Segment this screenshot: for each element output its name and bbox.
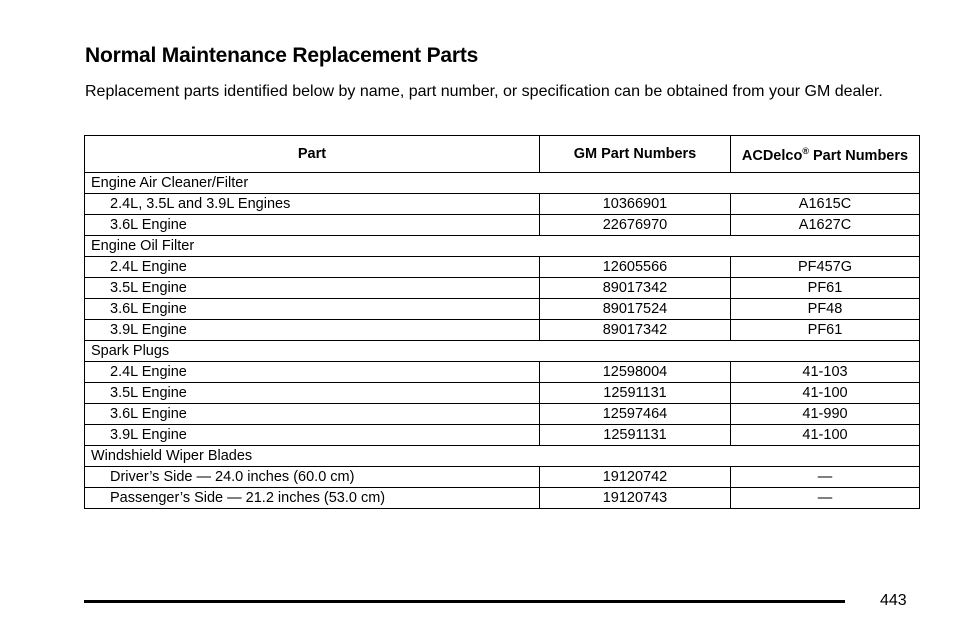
gm-part-number-cell: 12605566	[540, 257, 731, 278]
gm-part-number-cell: 19120742	[540, 467, 731, 488]
table-row	[85, 404, 920, 425]
category-row	[85, 236, 920, 257]
table-row	[85, 467, 920, 488]
acdelco-part-number-cell: A1627C	[731, 215, 920, 236]
gm-part-number-cell: 89017524	[540, 299, 731, 320]
part-cell: 3.6L Engine	[85, 404, 540, 425]
acdelco-part-number-cell: —	[731, 467, 920, 488]
footer-rule	[84, 600, 845, 603]
part-cell: 3.6L Engine	[85, 299, 540, 320]
gm-part-number-cell: 19120743	[540, 488, 731, 509]
acdelco-part-number-cell: 41-100	[731, 425, 920, 446]
gm-part-number-cell: 89017342	[540, 320, 731, 341]
table-row	[85, 320, 920, 341]
col-header-acdelco-part-numbers	[731, 136, 920, 173]
table-row	[85, 362, 920, 383]
part-cell: 3.9L Engine	[85, 425, 540, 446]
category-name: Engine Air Cleaner/Filter	[85, 173, 920, 194]
gm-part-number-cell: 22676970	[540, 215, 731, 236]
category-name: Windshield Wiper Blades	[85, 446, 920, 467]
col-header-part: Part	[85, 136, 540, 173]
category-name: Engine Oil Filter	[85, 236, 920, 257]
col-header-gm-part-numbers: GM Part Numbers	[540, 136, 731, 173]
category-row	[85, 173, 920, 194]
gm-part-number-cell: 12597464	[540, 404, 731, 425]
acdelco-rest: Part Numbers	[808, 147, 909, 164]
part-cell: Passenger’s Side — 21.2 inches (53.0 cm)	[85, 488, 540, 509]
part-cell: 3.9L Engine	[85, 320, 540, 341]
gm-part-number-cell: 12591131	[540, 425, 731, 446]
gm-part-number-cell: 12598004	[540, 362, 731, 383]
table-row	[85, 488, 920, 509]
acdelco-part-number-cell: 41-103	[731, 362, 920, 383]
acdelco-part-number-cell: PF457G	[731, 257, 920, 278]
table-row	[85, 425, 920, 446]
page-number: 443	[880, 592, 907, 609]
acdelco-part-number-cell: A1615C	[731, 194, 920, 215]
acdelco-part-number-cell: —	[731, 488, 920, 509]
gm-part-number-cell: 10366901	[540, 194, 731, 215]
table-row	[85, 383, 920, 404]
acdelco-part-number-cell: 41-990	[731, 404, 920, 425]
part-cell: 2.4L Engine	[85, 362, 540, 383]
gm-part-number-cell: 12591131	[540, 383, 731, 404]
table-row	[85, 194, 920, 215]
intro-paragraph: Replacement parts identified below by name, part number, or specification can be obtained from your GM dealer.	[85, 83, 883, 100]
table-row	[85, 278, 920, 299]
parts-table-body	[85, 173, 920, 509]
part-cell: Driver’s Side — 24.0 inches (60.0 cm)	[85, 467, 540, 488]
acdelco-part-number-cell: PF61	[731, 320, 920, 341]
table-row	[85, 299, 920, 320]
part-cell: 2.4L, 3.5L and 3.9L Engines	[85, 194, 540, 215]
registered-mark: ®	[802, 146, 809, 157]
acdelco-part-number-cell: PF61	[731, 278, 920, 299]
parts-table	[84, 135, 920, 509]
part-cell: 3.5L Engine	[85, 278, 540, 299]
gm-part-number-cell: 89017342	[540, 278, 731, 299]
part-cell: 3.5L Engine	[85, 383, 540, 404]
acdelco-brand: ACDelco	[741, 147, 803, 164]
category-row	[85, 446, 920, 467]
page-title: Normal Maintenance Replacement Parts	[85, 44, 479, 67]
part-cell: 3.6L Engine	[85, 215, 540, 236]
category-row	[85, 341, 920, 362]
table-row	[85, 215, 920, 236]
table-header-row	[85, 136, 920, 173]
acdelco-part-number-cell: PF48	[731, 299, 920, 320]
table-row	[85, 257, 920, 278]
category-name: Spark Plugs	[85, 341, 920, 362]
part-cell: 2.4L Engine	[85, 257, 540, 278]
acdelco-part-number-cell: 41-100	[731, 383, 920, 404]
